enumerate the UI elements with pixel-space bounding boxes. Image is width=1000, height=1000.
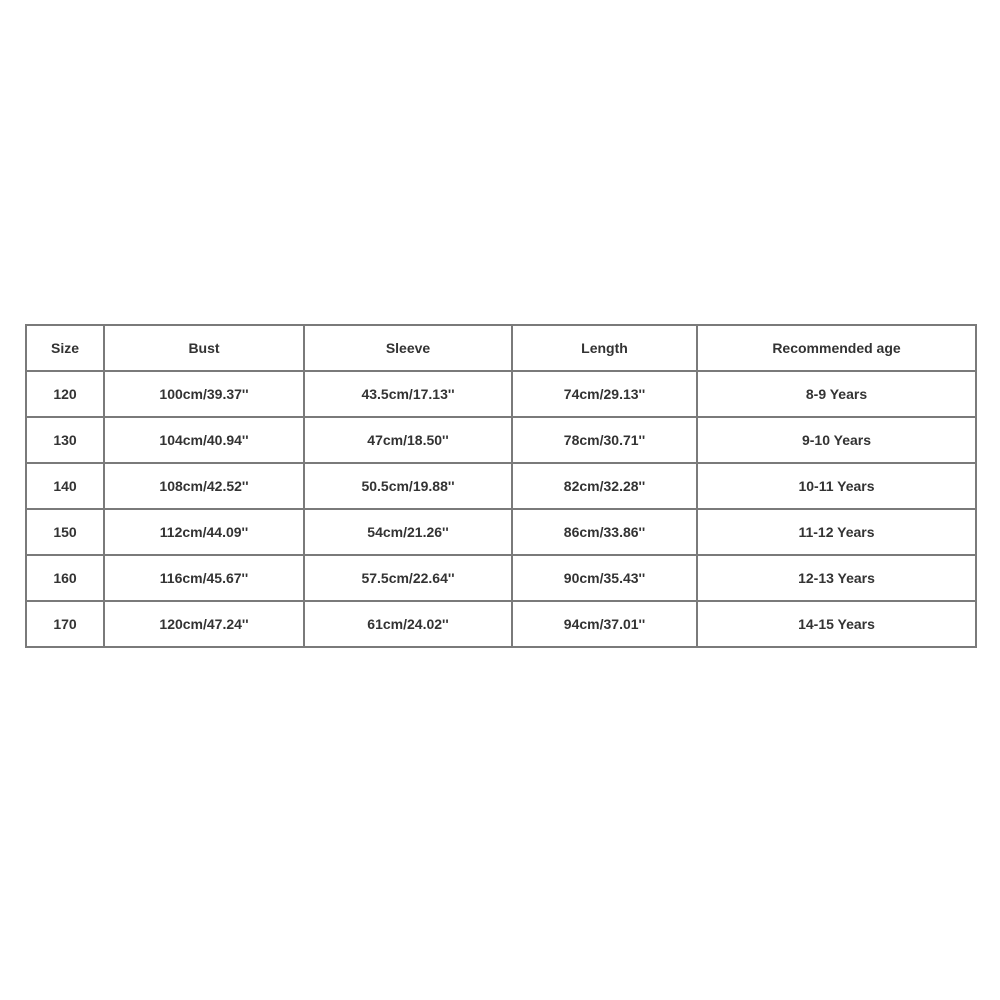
cell-length: 86cm/33.86'' xyxy=(512,509,697,555)
cell-bust: 100cm/39.37'' xyxy=(104,371,304,417)
cell-size: 170 xyxy=(26,601,104,647)
header-size: Size xyxy=(26,325,104,371)
cell-length: 74cm/29.13'' xyxy=(512,371,697,417)
cell-sleeve: 50.5cm/19.88'' xyxy=(304,463,512,509)
cell-bust: 108cm/42.52'' xyxy=(104,463,304,509)
header-bust: Bust xyxy=(104,325,304,371)
table-row xyxy=(26,417,976,463)
cell-sleeve: 54cm/21.26'' xyxy=(304,509,512,555)
cell-size: 130 xyxy=(26,417,104,463)
cell-recommended-age: 14-15 Years xyxy=(697,601,976,647)
cell-size: 160 xyxy=(26,555,104,601)
cell-size: 150 xyxy=(26,509,104,555)
cell-recommended-age: 12-13 Years xyxy=(697,555,976,601)
size-chart-table xyxy=(25,324,977,648)
cell-sleeve: 43.5cm/17.13'' xyxy=(304,371,512,417)
header-recommended-age: Recommended age xyxy=(697,325,976,371)
table-row xyxy=(26,371,976,417)
cell-recommended-age: 10-11 Years xyxy=(697,463,976,509)
header-row xyxy=(26,325,976,371)
size-chart-header xyxy=(26,325,976,371)
cell-bust: 116cm/45.67'' xyxy=(104,555,304,601)
table-row xyxy=(26,555,976,601)
table-row xyxy=(26,601,976,647)
table-row xyxy=(26,463,976,509)
cell-bust: 120cm/47.24'' xyxy=(104,601,304,647)
header-sleeve: Sleeve xyxy=(304,325,512,371)
cell-bust: 104cm/40.94'' xyxy=(104,417,304,463)
cell-sleeve: 57.5cm/22.64'' xyxy=(304,555,512,601)
cell-size: 120 xyxy=(26,371,104,417)
cell-length: 78cm/30.71'' xyxy=(512,417,697,463)
cell-recommended-age: 11-12 Years xyxy=(697,509,976,555)
cell-size: 140 xyxy=(26,463,104,509)
header-length: Length xyxy=(512,325,697,371)
cell-recommended-age: 9-10 Years xyxy=(697,417,976,463)
cell-length: 90cm/35.43'' xyxy=(512,555,697,601)
cell-recommended-age: 8-9 Years xyxy=(697,371,976,417)
cell-sleeve: 47cm/18.50'' xyxy=(304,417,512,463)
size-chart-body xyxy=(26,371,976,647)
cell-length: 94cm/37.01'' xyxy=(512,601,697,647)
cell-bust: 112cm/44.09'' xyxy=(104,509,304,555)
cell-sleeve: 61cm/24.02'' xyxy=(304,601,512,647)
cell-length: 82cm/32.28'' xyxy=(512,463,697,509)
table-row xyxy=(26,509,976,555)
